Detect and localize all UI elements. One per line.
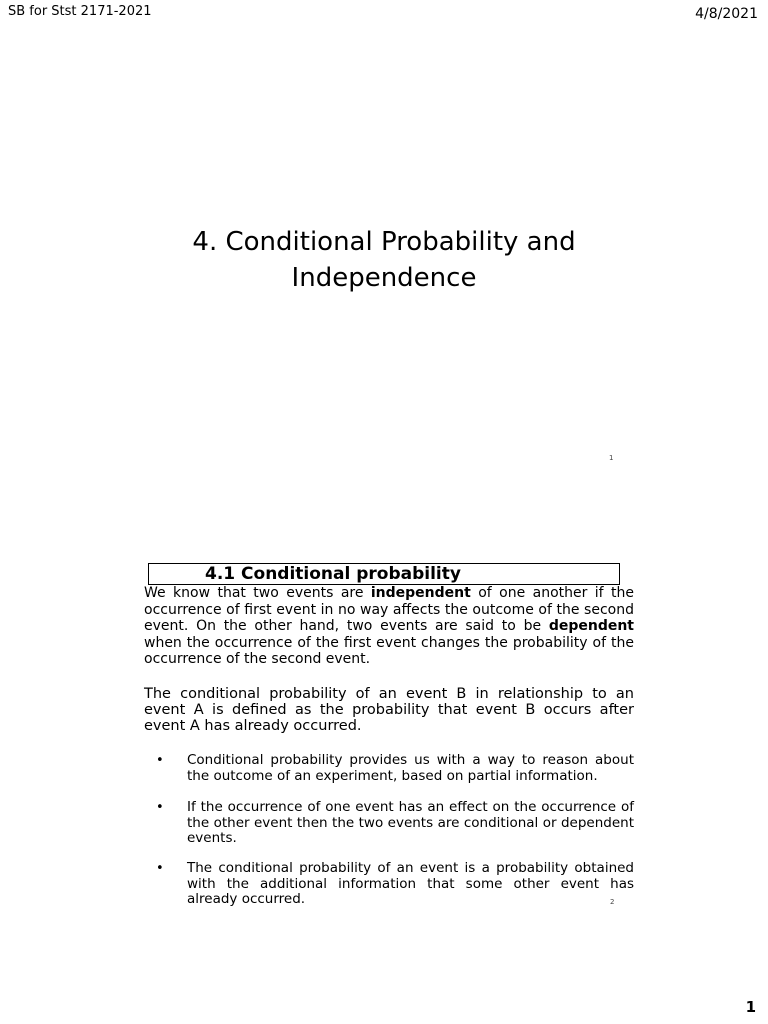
intro-text-1: We know that two events are bbox=[144, 585, 371, 601]
slide-number: 2 bbox=[610, 898, 615, 906]
bullet-icon: • bbox=[156, 861, 164, 876]
intro-text-3: when the occurrence of the first event changes the probability of the occurrence of the second event. bbox=[144, 634, 634, 667]
intro-text-2: of one another if the occurrence of first event in no way affects the outcome of the second event. On the other hand, two events are said to be bbox=[144, 585, 634, 634]
slide-number: 1 bbox=[609, 454, 614, 462]
dependent-term: dependent bbox=[548, 618, 634, 634]
section-heading-box bbox=[148, 563, 620, 585]
bullet-icon: • bbox=[156, 753, 164, 768]
slide-title-line1: 4. Conditional Probability and bbox=[192, 227, 576, 257]
list-item-text: If the occurrence of one event has an effect on the occurrence of the other event then the two events are conditional or dependent events. bbox=[187, 799, 634, 846]
list-item-text: The conditional probability of an event is a probability obtained with the additional information that some other event has already occurred. bbox=[187, 860, 634, 907]
page-number: 1 bbox=[745, 998, 756, 1016]
independent-term: independent bbox=[370, 585, 471, 601]
bullet-icon: • bbox=[156, 800, 164, 815]
slide-title bbox=[140, 224, 628, 296]
header-course-label: SB for Stst 2171-2021 bbox=[8, 4, 152, 19]
list-item-text: Conditional probability provides us with a way to reason about the outcome of an experiment, based on partial information. bbox=[187, 752, 634, 784]
section-heading: 4.1 Conditional probability bbox=[205, 564, 461, 584]
header-date: 4/8/2021 bbox=[695, 6, 758, 22]
slide-title-line2: Independence bbox=[291, 263, 477, 293]
intro-paragraph bbox=[144, 585, 634, 668]
definition-paragraph: The conditional probability of an event B in relationship to an event A is defined as the probability that event B occurs after event A has already occurred. bbox=[144, 686, 634, 734]
